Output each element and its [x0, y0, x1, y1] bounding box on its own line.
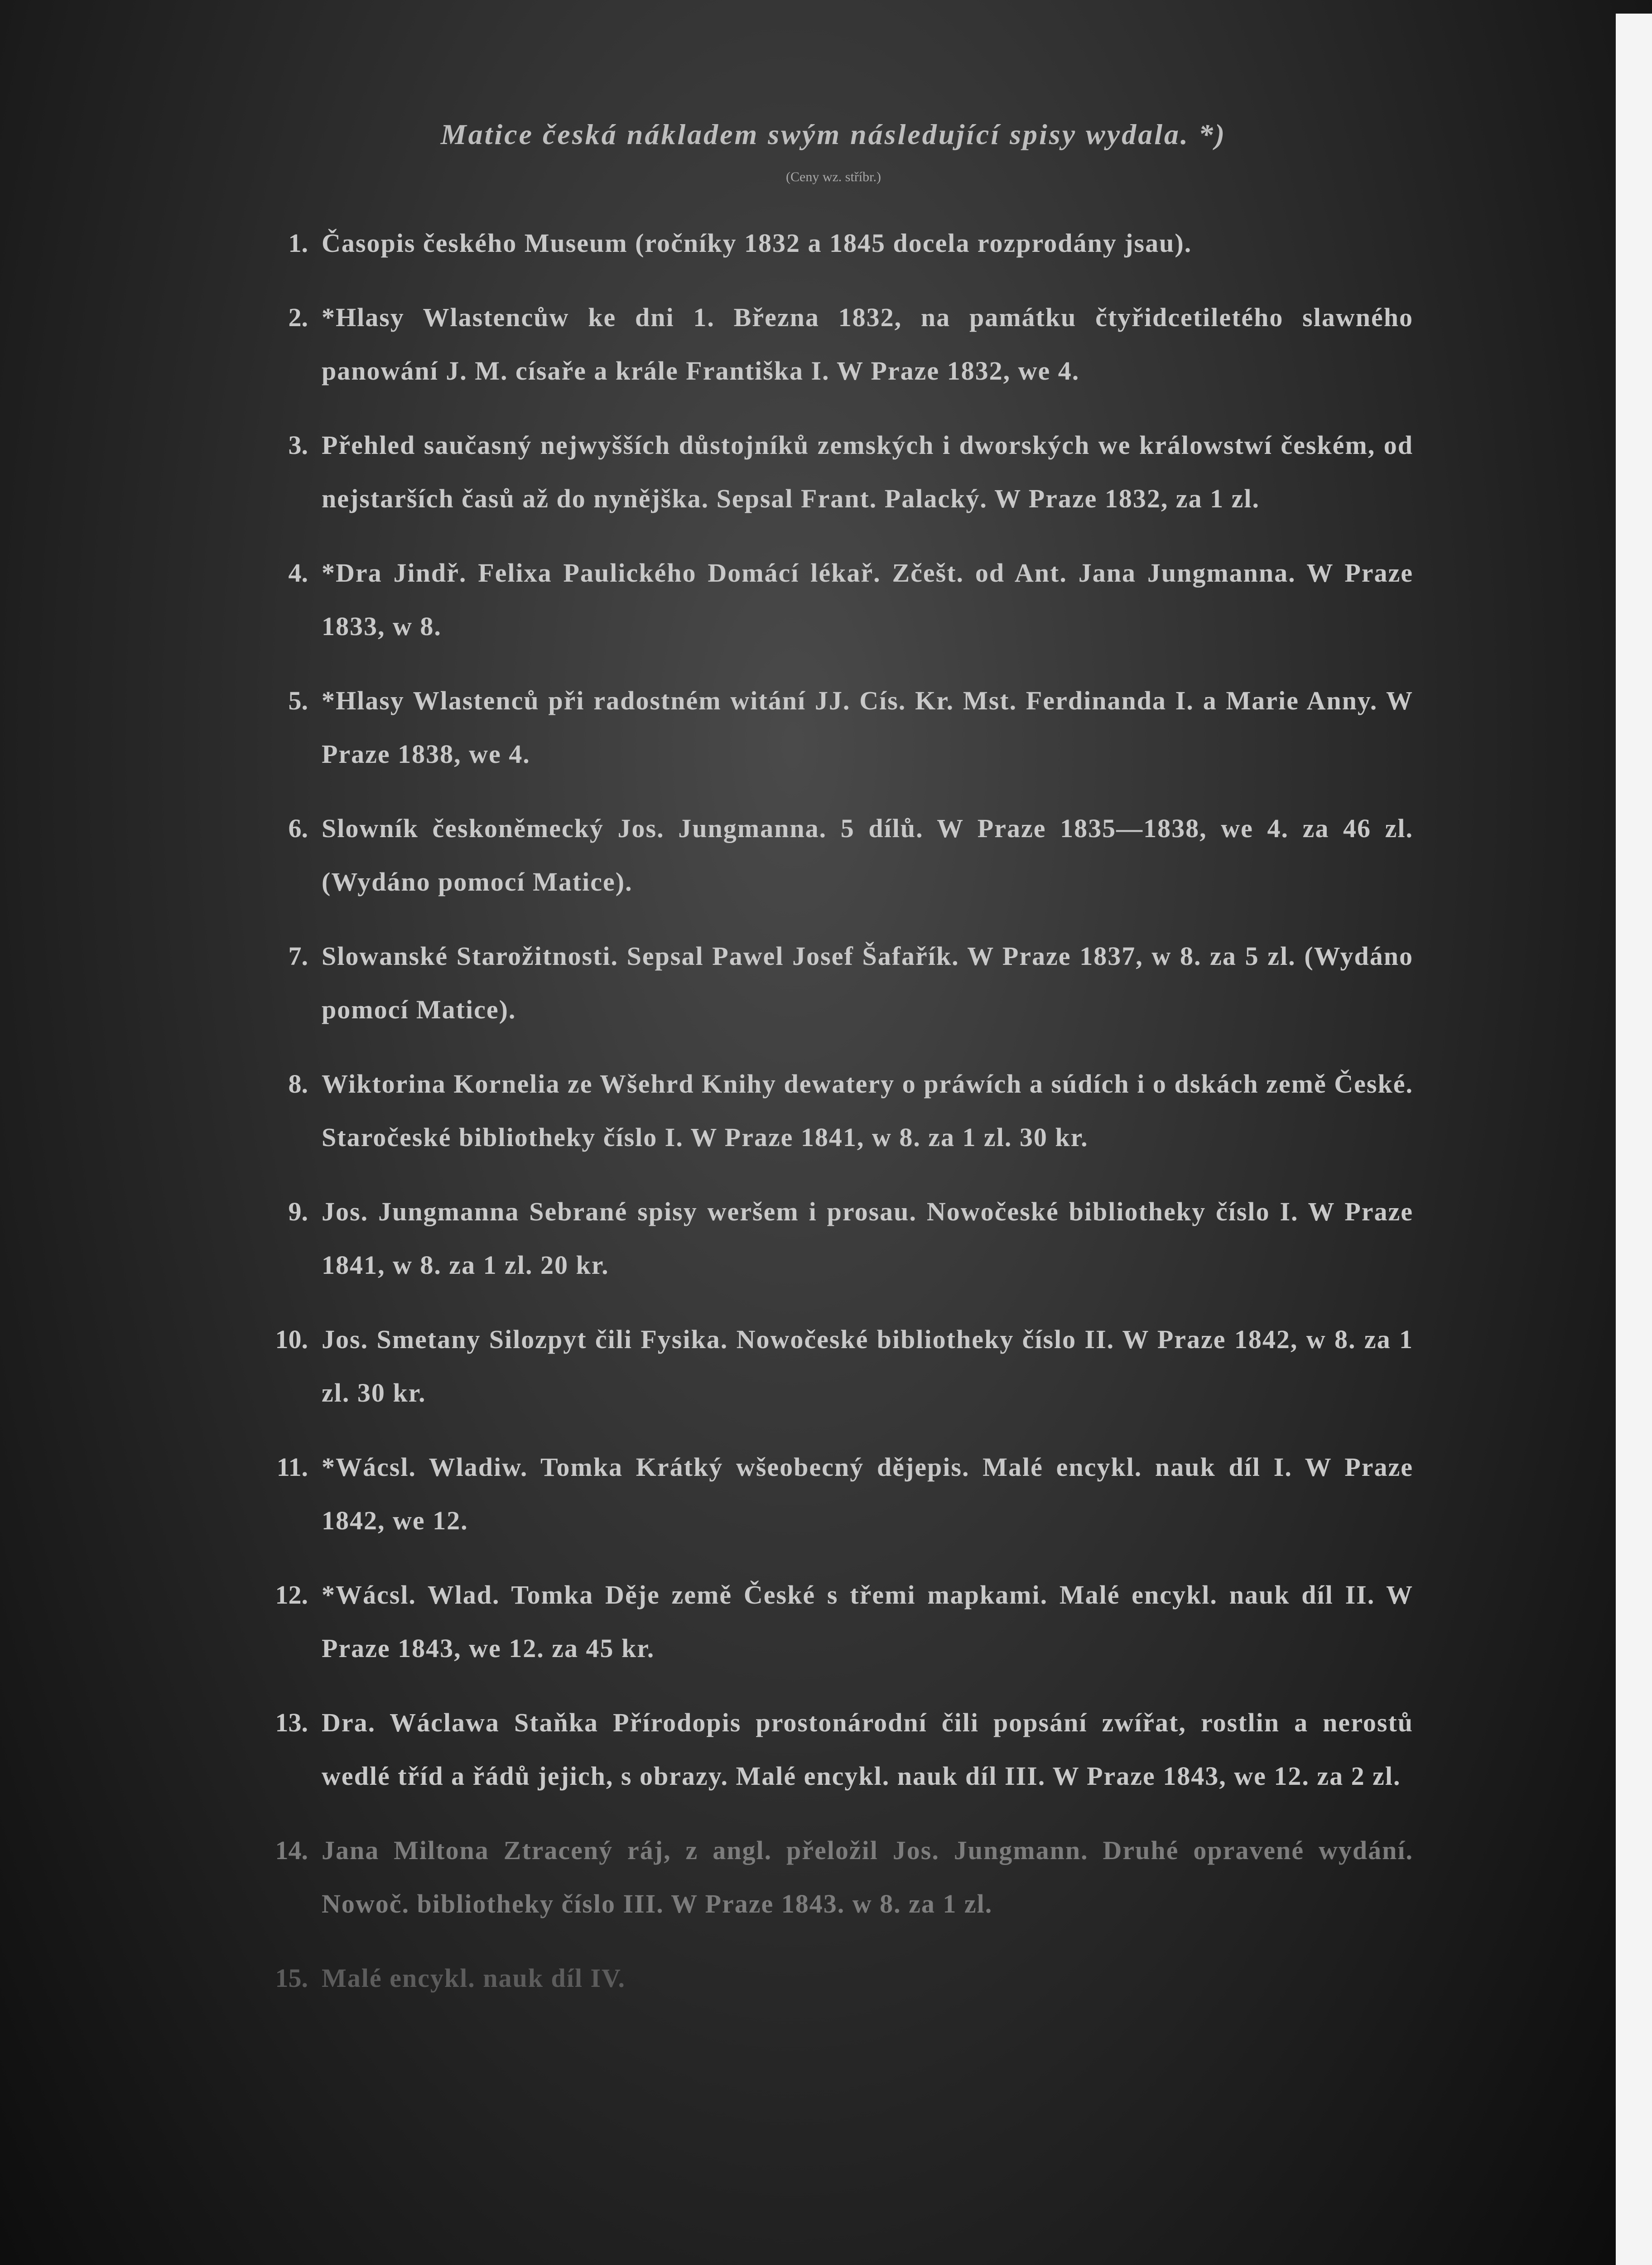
entry-number: 13. [275, 1708, 308, 1737]
list-item [254, 930, 1413, 1036]
entry-number: 2. [288, 303, 308, 332]
entry-text: Wiktorina Kornelia ze Wšehrd Knihy dewatery o práwích a súdích i o dskách země České. Staročeské bibliotheky číslo I. W Praze 1841, w 8. za 1 zl. 30 kr. [322, 1069, 1413, 1152]
entry-number: 5. [288, 686, 308, 715]
entry-text: *Hlasy Wlastencůw ke dni 1. Března 1832, na památku čtyřidcetiletého slawného panowání J. M. císaře a krále Františka I. W Praze 1832, we 4. [322, 303, 1413, 386]
entry-number: 12. [275, 1580, 308, 1610]
list-item [254, 1824, 1413, 1931]
entry-text: Časopis českého Museum (ročníky 1832 a 1845 docela rozprodány jsau). [322, 228, 1192, 258]
entry-text: Malé encykl. nauk díl IV. [322, 1963, 626, 1993]
list-item [254, 1441, 1413, 1547]
entry-number: 4. [288, 558, 308, 588]
list-item [254, 291, 1413, 398]
entry-text: *Hlasy Wlastenců při radostném witání JJ. Cís. Kr. Mst. Ferdinanda I. a Marie Anny. W Praze 1838, we 4. [322, 686, 1413, 769]
document-page [254, 118, 1413, 2026]
entry-text: Přehled saučasný nejwyšších důstojníků zemských i dworských we králowstwí českém, od nejstarších časů až do nynějška. Sepsal Frant. Palacký. W Praze 1832, za 1 zl. [322, 430, 1413, 513]
entry-number: 8. [288, 1069, 308, 1099]
publication-list [254, 217, 1413, 2005]
entry-text: *Wácsl. Wlad. Tomka Děje země České s třemi mapkami. Malé encykl. nauk díl II. W Praze 1843, we 12. za 45 kr. [322, 1580, 1413, 1663]
list-item [254, 802, 1413, 909]
list-item [254, 1313, 1413, 1420]
list-item [254, 419, 1413, 525]
entry-number: 1. [288, 228, 308, 258]
price-note: (Ceny wz. stříbr.) [786, 169, 881, 184]
page-edge [1616, 14, 1652, 2265]
entry-text: Slowanské Starožitnosti. Sepsal Pawel Josef Šafařík. W Praze 1837, w 8. za 5 zl. (Wydáno pomocí Matice). [322, 941, 1413, 1024]
list-item [254, 1057, 1413, 1164]
list-item [254, 1185, 1413, 1292]
entry-text: Jos. Jungmanna Sebrané spisy weršem i prosau. Nowočeské bibliotheky číslo I. W Praze 1841, w 8. za 1 zl. 20 kr. [322, 1197, 1413, 1280]
entry-text: Dra. Wáclawa Staňka Přírodopis prostonárodní čili popsání zwířat, rostlin a nerostů wedlé tříd a řádů jejich, s obrazy. Malé encykl. nauk díl III. W Praze 1843, we 12. za 2 zl. [322, 1708, 1413, 1791]
entry-number: 14. [275, 1836, 308, 1865]
entry-text: *Wácsl. Wladiw. Tomka Krátký wšeobecný dějepis. Malé encykl. nauk díl I. W Praze 1842, we 12. [322, 1452, 1413, 1535]
entry-number: 3. [288, 430, 308, 460]
entry-number: 7. [288, 941, 308, 971]
entry-number: 6. [288, 814, 308, 843]
list-item [254, 674, 1413, 781]
list-item [254, 1696, 1413, 1803]
entry-number: 11. [276, 1452, 308, 1482]
entry-text: Jos. Smetany Silozpyt čili Fysika. Nowočeské bibliotheky číslo II. W Praze 1842, w 8. za 1 zl. 30 kr. [322, 1325, 1413, 1407]
entry-text: Jana Miltona Ztracený ráj, z angl. přeložil Jos. Jungmann. Druhé opravené wydání. Nowoč. bibliotheky číslo III. W Praze 1843. w 8. za 1 zl. [322, 1836, 1413, 1918]
page-title: Matice česká nákladem swým následující spisy wydala. *) [440, 118, 1227, 150]
entry-number: 15. [275, 1963, 308, 1993]
list-item [254, 546, 1413, 653]
entry-text: Slowník českoněmecký Jos. Jungmanna. 5 dílů. W Praze 1835—1838, we 4. za 46 zl. (Wydáno pomocí Matice). [322, 814, 1413, 896]
entry-text: *Dra Jindř. Felixa Paulického Domácí lékař. Zčešt. od Ant. Jana Jungmanna. W Praze 1833, w 8. [322, 558, 1413, 641]
list-item [254, 1568, 1413, 1675]
entry-number: 9. [288, 1197, 308, 1226]
list-item [254, 217, 1413, 270]
entry-number: 10. [275, 1325, 308, 1354]
list-item [254, 1952, 1413, 2005]
